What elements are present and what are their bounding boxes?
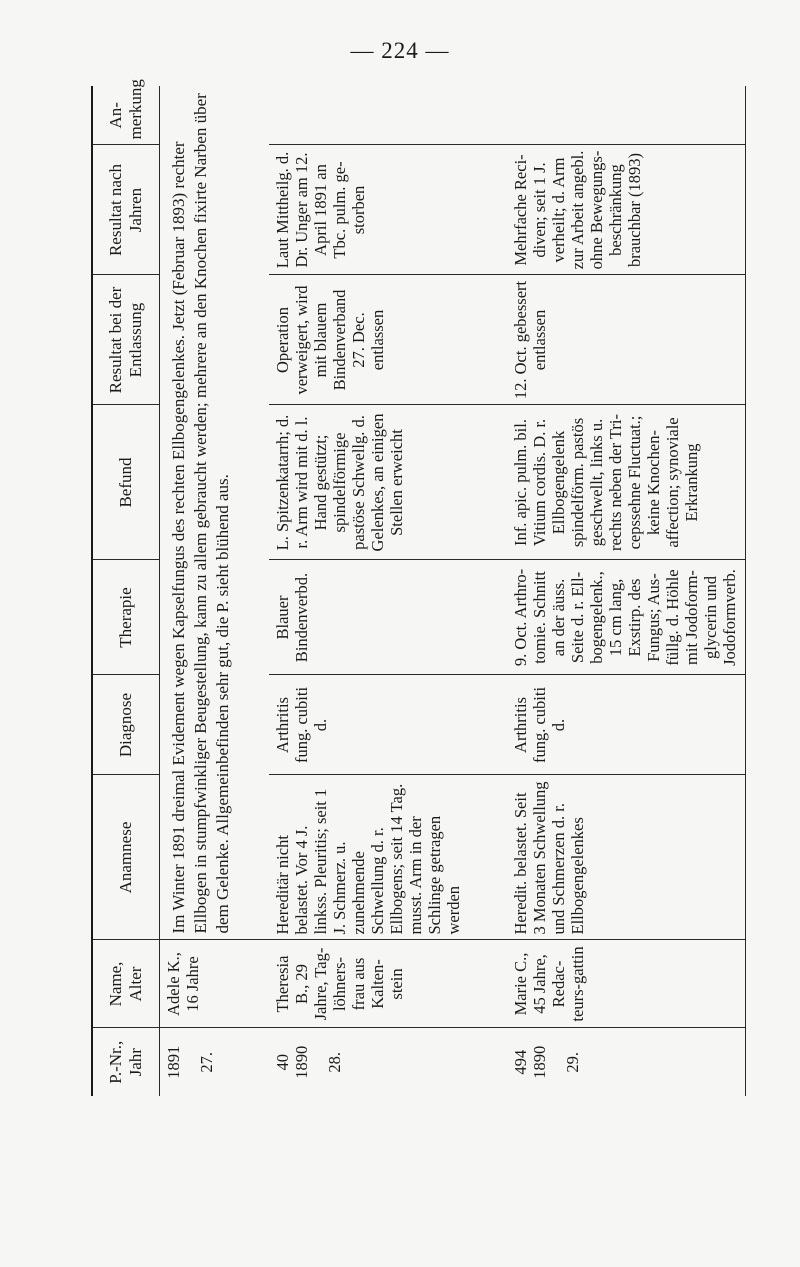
case-table bbox=[91, 79, 746, 1096]
page-number: — 224 — bbox=[350, 38, 450, 63]
header-anmerkung: An-merkung bbox=[92, 86, 160, 145]
pnr-cell bbox=[507, 1028, 746, 1096]
pnr-cell bbox=[160, 1028, 270, 1096]
pnr-year: 1890 bbox=[292, 1045, 311, 1079]
pnr-year: 1891 bbox=[164, 1045, 183, 1079]
diagnose-cell: Arthritis fung. cubiti d. bbox=[507, 675, 746, 775]
pnr-case: 29. bbox=[563, 1051, 582, 1073]
merged-note-cell: Im Winter 1891 dreimal Evidement wegen Kapselfungus des rechten Ellbogengelenkes. Jetzt (Februar 1893) rechter Ellbogen in stumpfwinkliger Beugestellung, kann zu allem gebraucht werden; mehrere an den Knochen fixirte Narben über dem Gelenke. Allgemeinbefinden sehr gut, die P. sieht blühend aus. bbox=[160, 86, 270, 940]
table-row bbox=[269, 86, 507, 1096]
anmerkung-cell bbox=[507, 86, 746, 145]
name-cell: Marie C., 45 Jahre, Redac-teurs-gattin bbox=[507, 940, 746, 1028]
header-befund: Befund bbox=[92, 405, 160, 560]
name-cell: Adele K., 16 Jahre bbox=[160, 940, 270, 1028]
header-therapie: Therapie bbox=[92, 560, 160, 675]
table-row bbox=[507, 86, 746, 1096]
diagnose-cell: Arthritis fung. cubiti d. bbox=[269, 675, 507, 775]
rotated-table-container bbox=[91, 79, 739, 1096]
pnr-year: 1890 bbox=[530, 1045, 549, 1079]
header-entlassung: Resultat bei der Entlassung bbox=[92, 275, 160, 405]
pnr-cell bbox=[269, 1028, 507, 1096]
befund-cell: Inf. apic. pulm. bil. Vitium cordis. D. r. Ellbogengelenk spindelförm. pastös geschwellt, links u. rechts neben der Tri-cepssehne Fluctuat.; keine Knochen-affection; synoviale Erkrankung bbox=[507, 405, 746, 560]
therapie-cell: 9. Oct. Arthro-tomie. Schnitt an der äuss. Seite d. r. Ell-bogengelenk., 15 cm lang, Exstirp. des Fungus; Aus-füllg. d. Höhle mit Jodoform-glycerin und Jodoformverb. bbox=[507, 560, 746, 675]
header-jahren: Resultat nach Jahren bbox=[92, 145, 160, 275]
pnr-number: 40 bbox=[273, 1054, 292, 1071]
anamnese-cell: Heredit. belastet. Seit 3 Monaten Schwellung und Schmerzen d. r. Ellbogengelenkes bbox=[507, 775, 746, 940]
jahren-cell: Mehrfache Reci-diven; seit 1 J. verheilt; d. Arm zur Arbeit angebl. ohne Bewegungs-beschränkung brauchbar (1893) bbox=[507, 145, 746, 275]
entlassung-cell: Operation verweigert, wird mit blauem Bindenverband 27. Dec. entlassen bbox=[269, 275, 507, 405]
jahren-cell: Laut Mittheilg. d. Dr. Unger am 12. April 1891 an Tbc. pulm. ge-storben bbox=[269, 145, 507, 275]
pnr-number: 494 bbox=[511, 1049, 530, 1075]
anmerkung-cell bbox=[269, 86, 507, 145]
header-name: Name, Alter bbox=[92, 940, 160, 1028]
header-anamnese: Anamnese bbox=[92, 775, 160, 940]
therapie-cell: Blauer Bindenverbd. bbox=[269, 560, 507, 675]
entlassung-cell: 12. Oct. gebessert entlassen bbox=[507, 275, 746, 405]
befund-cell: L. Spitzenkatarrh; d. r. Arm wird mit d. l. Hand gestützt; spindelförmige pastöse Schwellg. d. Gelenkes, an einigen Stellen erweicht bbox=[269, 405, 507, 560]
header-row bbox=[92, 86, 160, 1096]
name-cell: Theresia B., 29 Jahre, Tag-löhners-frau aus Kalten-stein bbox=[269, 940, 507, 1028]
table-row bbox=[160, 86, 270, 1096]
anamnese-cell: Hereditär nicht belastet. Vor 4 J. linkss. Pleuritis; seit 1 J. Schmerz. u. zunehmende Schwellung d. r. Ellbogens; seit 14 Tag. musst. Arm in der Schlinge getragen werden bbox=[269, 775, 507, 940]
header-pnr: P.-Nr., Jahr bbox=[92, 1028, 160, 1096]
pnr-case: 27. bbox=[197, 1051, 216, 1073]
header-diagnose: Diagnose bbox=[92, 675, 160, 775]
pnr-case: 28. bbox=[325, 1051, 344, 1073]
